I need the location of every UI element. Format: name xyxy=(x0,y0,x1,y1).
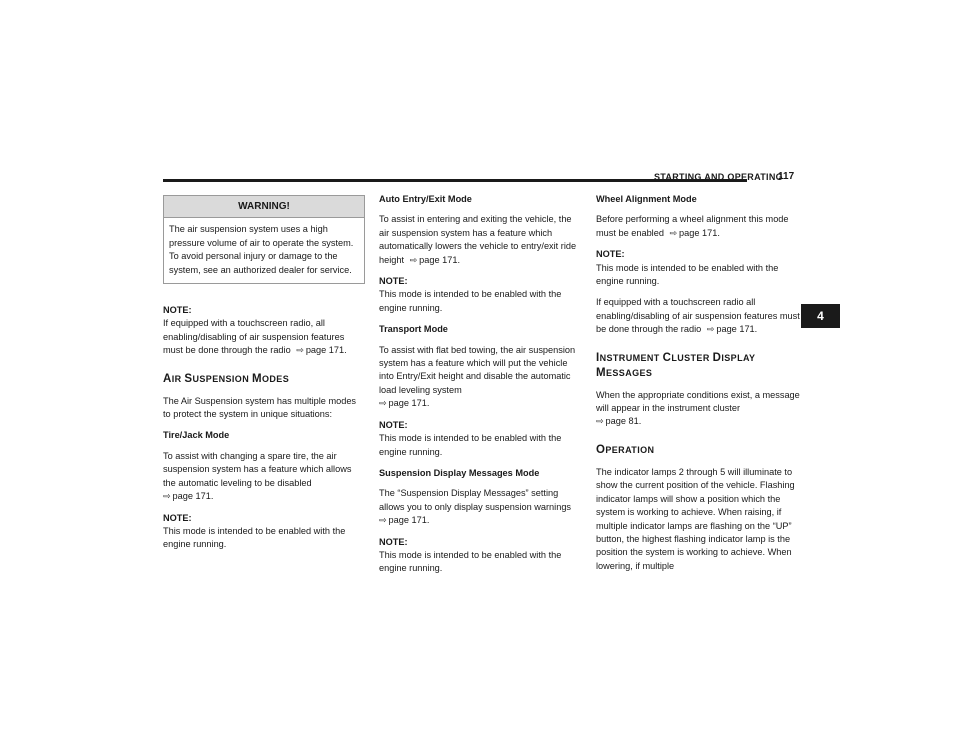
warning-text: The air suspension system uses a high pressure volume of air to operate the system. To avoid personal injury or damage to the system, see an authorized dealer for service. xyxy=(169,224,354,275)
tire-jack-paragraph xyxy=(163,450,365,504)
auto-entry-exit-paragraph xyxy=(379,213,583,267)
note-text: If equipped with a touchscreen radio, all enabling/disabling of air suspension features must be done through the radio xyxy=(163,318,345,356)
page-ref-link[interactable]: page 171. xyxy=(679,227,720,238)
column-1 xyxy=(163,193,365,560)
note-label: NOTE: xyxy=(379,536,408,547)
page-ref-arrow-icon: ⇨ xyxy=(379,515,387,526)
auto-entry-exit-heading: Auto Entry/Exit Mode xyxy=(379,194,472,204)
note-label: NOTE: xyxy=(379,419,408,430)
page-ref-link[interactable]: page 81. xyxy=(605,416,642,427)
note-block xyxy=(163,512,365,552)
note-block xyxy=(379,275,583,315)
section-title-air-suspension-modes: AIR SUSPENSION MODES xyxy=(163,372,290,385)
note-block xyxy=(163,304,365,358)
warning-box xyxy=(163,195,365,284)
page-ref-link[interactable]: page 171. xyxy=(388,398,430,409)
page-ref-arrow-icon: ⇨ xyxy=(669,227,678,238)
wheel-alignment-heading: Wheel Alignment Mode xyxy=(596,194,697,204)
display-messages-heading: Suspension Display Messages Mode xyxy=(379,467,540,478)
page-ref-arrow-icon: ⇨ xyxy=(409,254,418,265)
note-text: This mode is intended to be enabled with the engine running. xyxy=(163,525,346,550)
transport-heading: Transport Mode xyxy=(379,324,448,335)
transport-text: To assist with flat bed towing, the air suspension system has a feature which will put the vehicle into Entry/Exit height and disable the automatic load leveling system xyxy=(379,344,576,395)
chapter-tab[interactable]: 4 xyxy=(801,304,840,328)
operation-text: The indicator lamps 2 through 5 will illuminate to show the current position of the vehicle. Flashing indicator lamps will show a position which the system is working to achieve. When raising, if multiple indicator lamps are flashing on the “UP” button, the highest flashing indicator lamp is the position the system is working to achieve. When lowering, if multiple xyxy=(596,466,795,571)
page-ref-arrow-icon: ⇨ xyxy=(706,324,715,335)
note-label: NOTE: xyxy=(163,305,192,316)
section-title-operation: OPERATION xyxy=(596,443,655,456)
page-ref-link[interactable]: page 171. xyxy=(305,345,347,356)
page-ref-link[interactable]: page 171. xyxy=(172,491,214,502)
warning-title: WARNING! xyxy=(164,196,364,218)
column-2 xyxy=(379,193,583,584)
auto-entry-exit-text: To assist in entering and exiting the vehicle, the air suspension system has a feature which automatically lowers the vehicle to entry/exit ride height xyxy=(379,214,577,265)
page-ref-arrow-icon: ⇨ xyxy=(296,345,304,356)
column-3 xyxy=(596,193,800,581)
note-text: This mode is intended to be enabled with the engine running. xyxy=(596,262,779,287)
tire-jack-heading: Tire/Jack Mode xyxy=(163,430,230,441)
note-block xyxy=(596,248,800,288)
page-ref-link[interactable]: page 171. xyxy=(388,515,430,526)
page-number: 117 xyxy=(778,171,795,182)
wheel-alignment-paragraph xyxy=(596,213,800,240)
note-text: This mode is intended to be enabled with the engine running. xyxy=(379,289,562,313)
page-ref-link[interactable]: page 171. xyxy=(419,254,461,265)
intro-text: The Air Suspension system has multiple modes to protect the system in unique situations: xyxy=(163,395,357,420)
note-block xyxy=(379,419,583,459)
page-ref-link[interactable]: page 171. xyxy=(716,324,758,335)
instrument-cluster-paragraph xyxy=(596,389,800,429)
radio-text: If equipped with a touchscreen radio all enabling/disabling of air suspension features must be done through the radio xyxy=(596,297,800,335)
note-label: NOTE: xyxy=(596,249,625,260)
display-messages-paragraph xyxy=(379,487,583,527)
wheel-alignment-text: Before performing a wheel alignment this mode must be enabled xyxy=(596,214,789,238)
header-section-title: STARTING AND OPERATING xyxy=(654,172,783,182)
note-text: This mode is intended to be enabled with the engine running. xyxy=(379,549,562,574)
page-ref-arrow-icon: ⇨ xyxy=(596,416,604,427)
instrument-cluster-text: When the appropriate conditions exist, a message will appear in the instrument cluster xyxy=(596,389,800,414)
transport-paragraph xyxy=(379,344,583,411)
note-label: NOTE: xyxy=(379,276,408,287)
display-messages-text: The “Suspension Display Messages” setting allows you to only display suspension warnings xyxy=(379,488,572,512)
page-ref-arrow-icon: ⇨ xyxy=(163,491,171,502)
page-ref-arrow-icon: ⇨ xyxy=(379,398,387,409)
note-text: This mode is intended to be enabled with the engine running. xyxy=(379,433,562,457)
section-title-instrument-cluster-display-messages: INSTRUMENT CLUSTER DISPLAY MESSAGES xyxy=(596,351,756,379)
radio-paragraph xyxy=(596,296,800,336)
tire-jack-text: To assist with changing a spare tire, the air suspension system has a feature which allows the automatic leveling to be disabled xyxy=(163,450,352,488)
note-label: NOTE: xyxy=(163,512,192,523)
note-block xyxy=(379,536,583,576)
